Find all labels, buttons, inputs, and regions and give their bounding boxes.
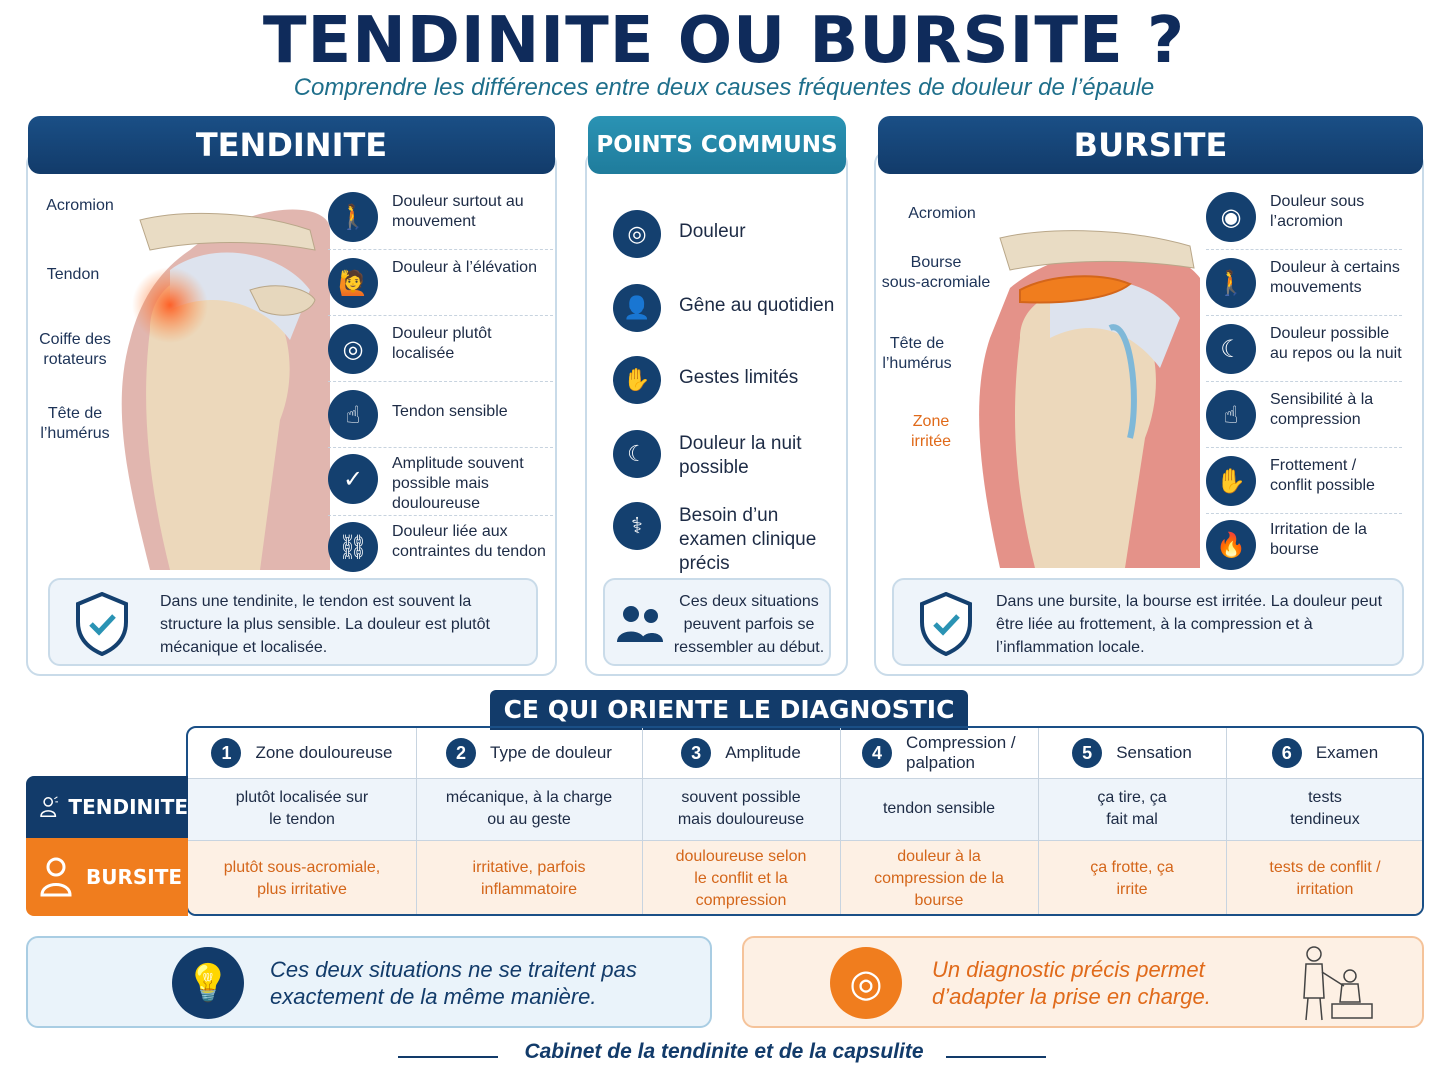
table-row-divider [188, 840, 1424, 841]
bursite-cell-6: tests de conflit / irritation [1226, 840, 1424, 916]
tendinite-feature-2: 🙋 Douleur à l’élévation [328, 254, 553, 316]
moon-icon: ☾ [613, 430, 661, 478]
target-rings-icon: ◎ [613, 210, 661, 258]
row-label-tendinite: TENDINITE [26, 776, 188, 838]
bursite-feature-6: 🔥 Irritation de la bourse [1206, 516, 1402, 578]
arm-raised-icon: 🙋 [328, 258, 378, 308]
bursite-shoulder-illustration [960, 198, 1200, 568]
label-acromion: Acromion [46, 197, 114, 214]
diagnostic-table [186, 726, 1424, 916]
shield-check-icon [918, 592, 974, 656]
label-tete-humerus: Tête de l’humérus [40, 405, 110, 442]
lightbulb-icon: 💡 [172, 947, 244, 1019]
page-subtitle: Comprendre les différences entre deux causes fréquentes de douleur de l’épaule [293, 74, 1155, 101]
shoulder-pain-icon: ◉ [1206, 192, 1256, 242]
tendinite-feature-1: 🚶 Douleur surtout au mouvement [328, 188, 553, 250]
bursite-feature-3: ☾ Douleur possible au repos ou la nuit [1206, 320, 1402, 382]
person-icon [40, 787, 58, 827]
label-bourse: Bourse sous-acromiale [881, 254, 991, 291]
column-header-4: 4 Compression / palpation [840, 728, 1038, 778]
target-icon: ◎ [830, 947, 902, 1019]
table-divider [642, 728, 643, 916]
person-moving-icon: 🚶 [328, 192, 378, 242]
common-item-2: 👤 Gêne au quotidien [613, 280, 843, 340]
bursite-feature-1: ◉ Douleur sous l’acromion [1206, 188, 1402, 250]
target-icon: ◎ [328, 324, 378, 374]
tendinite-cell-3: souvent possible mais douloureuse [642, 778, 840, 840]
doctor-patient-sketch [1292, 942, 1382, 1024]
finger-press-icon: ☝ [328, 390, 378, 440]
finger-press-icon: ☝ [1206, 390, 1256, 440]
shield-check-icon [74, 592, 130, 656]
bursite-cell-2: irritative, parfois inflammatoire [416, 840, 642, 916]
tendinite-cell-6: tests tendineux [1226, 778, 1424, 840]
tendinite-shoulder-illustration [110, 190, 330, 570]
moon-icon: ☾ [1206, 324, 1256, 374]
tendinite-cell-4: tendon sensible [840, 778, 1038, 840]
flame-icon: 🔥 [1206, 520, 1256, 570]
tendinite-feature-3: ◎ Douleur plutôt localisée [328, 320, 553, 382]
column-header-1: 1 Zone douloureuse [188, 728, 416, 778]
tendinite-cell-5: ça tire, ça fait mal [1038, 778, 1226, 840]
tendinite-feature-6: ⛓ Douleur liée aux contraintes du tendon [328, 518, 553, 580]
bursite-feature-4: ☝ Sensibilité à la compression [1206, 386, 1402, 448]
hand-icon: ✋ [613, 356, 661, 404]
bursite-feature-5: ✋ Frottement / conflit possible [1206, 452, 1402, 514]
label-tete-humerus-bursite: Tête de l’humérus [882, 335, 952, 372]
table-divider [1038, 728, 1039, 916]
doctor-icon: ⚕ [613, 502, 661, 550]
chain-link-icon: ⛓ [328, 522, 378, 572]
label-acromion-bursite: Acromion [908, 205, 976, 222]
group-people-icon [615, 604, 665, 644]
label-coiffe: Coiffe des rotateurs [39, 331, 111, 368]
common-heading: POINTS COMMUNS [588, 116, 846, 174]
tendinite-feature-5: ✓ Amplitude souvent possible mais douloureuse [328, 450, 553, 516]
column-header-6: 6 Examen [1226, 728, 1424, 778]
tendinite-feature-4: ☝ Tendon sensible [328, 386, 553, 448]
table-row-divider [188, 778, 1424, 779]
common-item-1: ◎ Douleur [613, 206, 843, 266]
table-divider [1226, 728, 1227, 916]
table-divider [416, 728, 417, 916]
column-header-5: 5 Sensation [1038, 728, 1226, 778]
common-item-4: ☾ Douleur la nuit possible [613, 426, 843, 486]
bursite-note: Dans une bursite, la bourse est irritée. La douleur peut être liée au frottement, à la compression et à l’inflammation locale. [892, 578, 1404, 666]
tendinite-cell-1: plutôt localisée sur le tendon [188, 778, 416, 840]
diagnostic-heading: CE QUI ORIENTE LE DIAGNOSTIC [490, 690, 968, 730]
tendinite-note: Dans une tendinite, le tendon est souvent la structure la plus sensible. La douleur est plutôt mécanique et localisée. [48, 578, 538, 666]
bursite-cell-4: douleur à la compression de la bourse [840, 840, 1038, 916]
column-header-2: 2 Type de douleur [416, 728, 642, 778]
common-note: Ces deux situations peuvent parfois se ressembler au début. [603, 578, 831, 666]
person-moving-icon: 🚶 [1206, 258, 1256, 308]
hand-rub-icon: ✋ [1206, 456, 1256, 506]
bursite-feature-2: 🚶 Douleur à certains mouvements [1206, 254, 1402, 316]
bursite-heading: BURSITE [878, 116, 1423, 174]
table-divider [840, 728, 841, 916]
person-icon [40, 857, 76, 897]
person-icon: 👤 [613, 284, 661, 332]
page-title: TENDINITE OU BURSITE ? [262, 4, 1186, 78]
tendinite-heading: TENDINITE [28, 116, 555, 174]
bursite-cell-1: plutôt sous-acromiale, plus irritative [188, 840, 416, 916]
callout-treatment: 💡 Ces deux situations ne se traitent pas exactement de la même manière. [26, 936, 712, 1028]
common-item-5: ⚕ Besoin d’un examen clinique précis [613, 498, 843, 558]
check-circle-icon: ✓ [328, 454, 378, 504]
bursite-cell-5: ça frotte, ça irrite [1038, 840, 1226, 916]
tendinite-cell-2: mécanique, à la charge ou au geste [416, 778, 642, 840]
callout-diagnosis: ◎ Un diagnostic précis permet d’adapter la prise en charge. [742, 936, 1424, 1028]
row-label-bursite: BURSITE [26, 838, 188, 916]
footer-text: Cabinet de la tendinite et de la capsulite [524, 1040, 924, 1063]
label-zone-irritee: Zone irritée [910, 413, 951, 450]
column-header-3: 3 Amplitude [642, 728, 840, 778]
common-item-3: ✋ Gestes limités [613, 352, 843, 412]
label-tendon: Tendon [46, 266, 100, 283]
bursite-cell-3: douloureuse selon le conflit et la compression [642, 840, 840, 916]
